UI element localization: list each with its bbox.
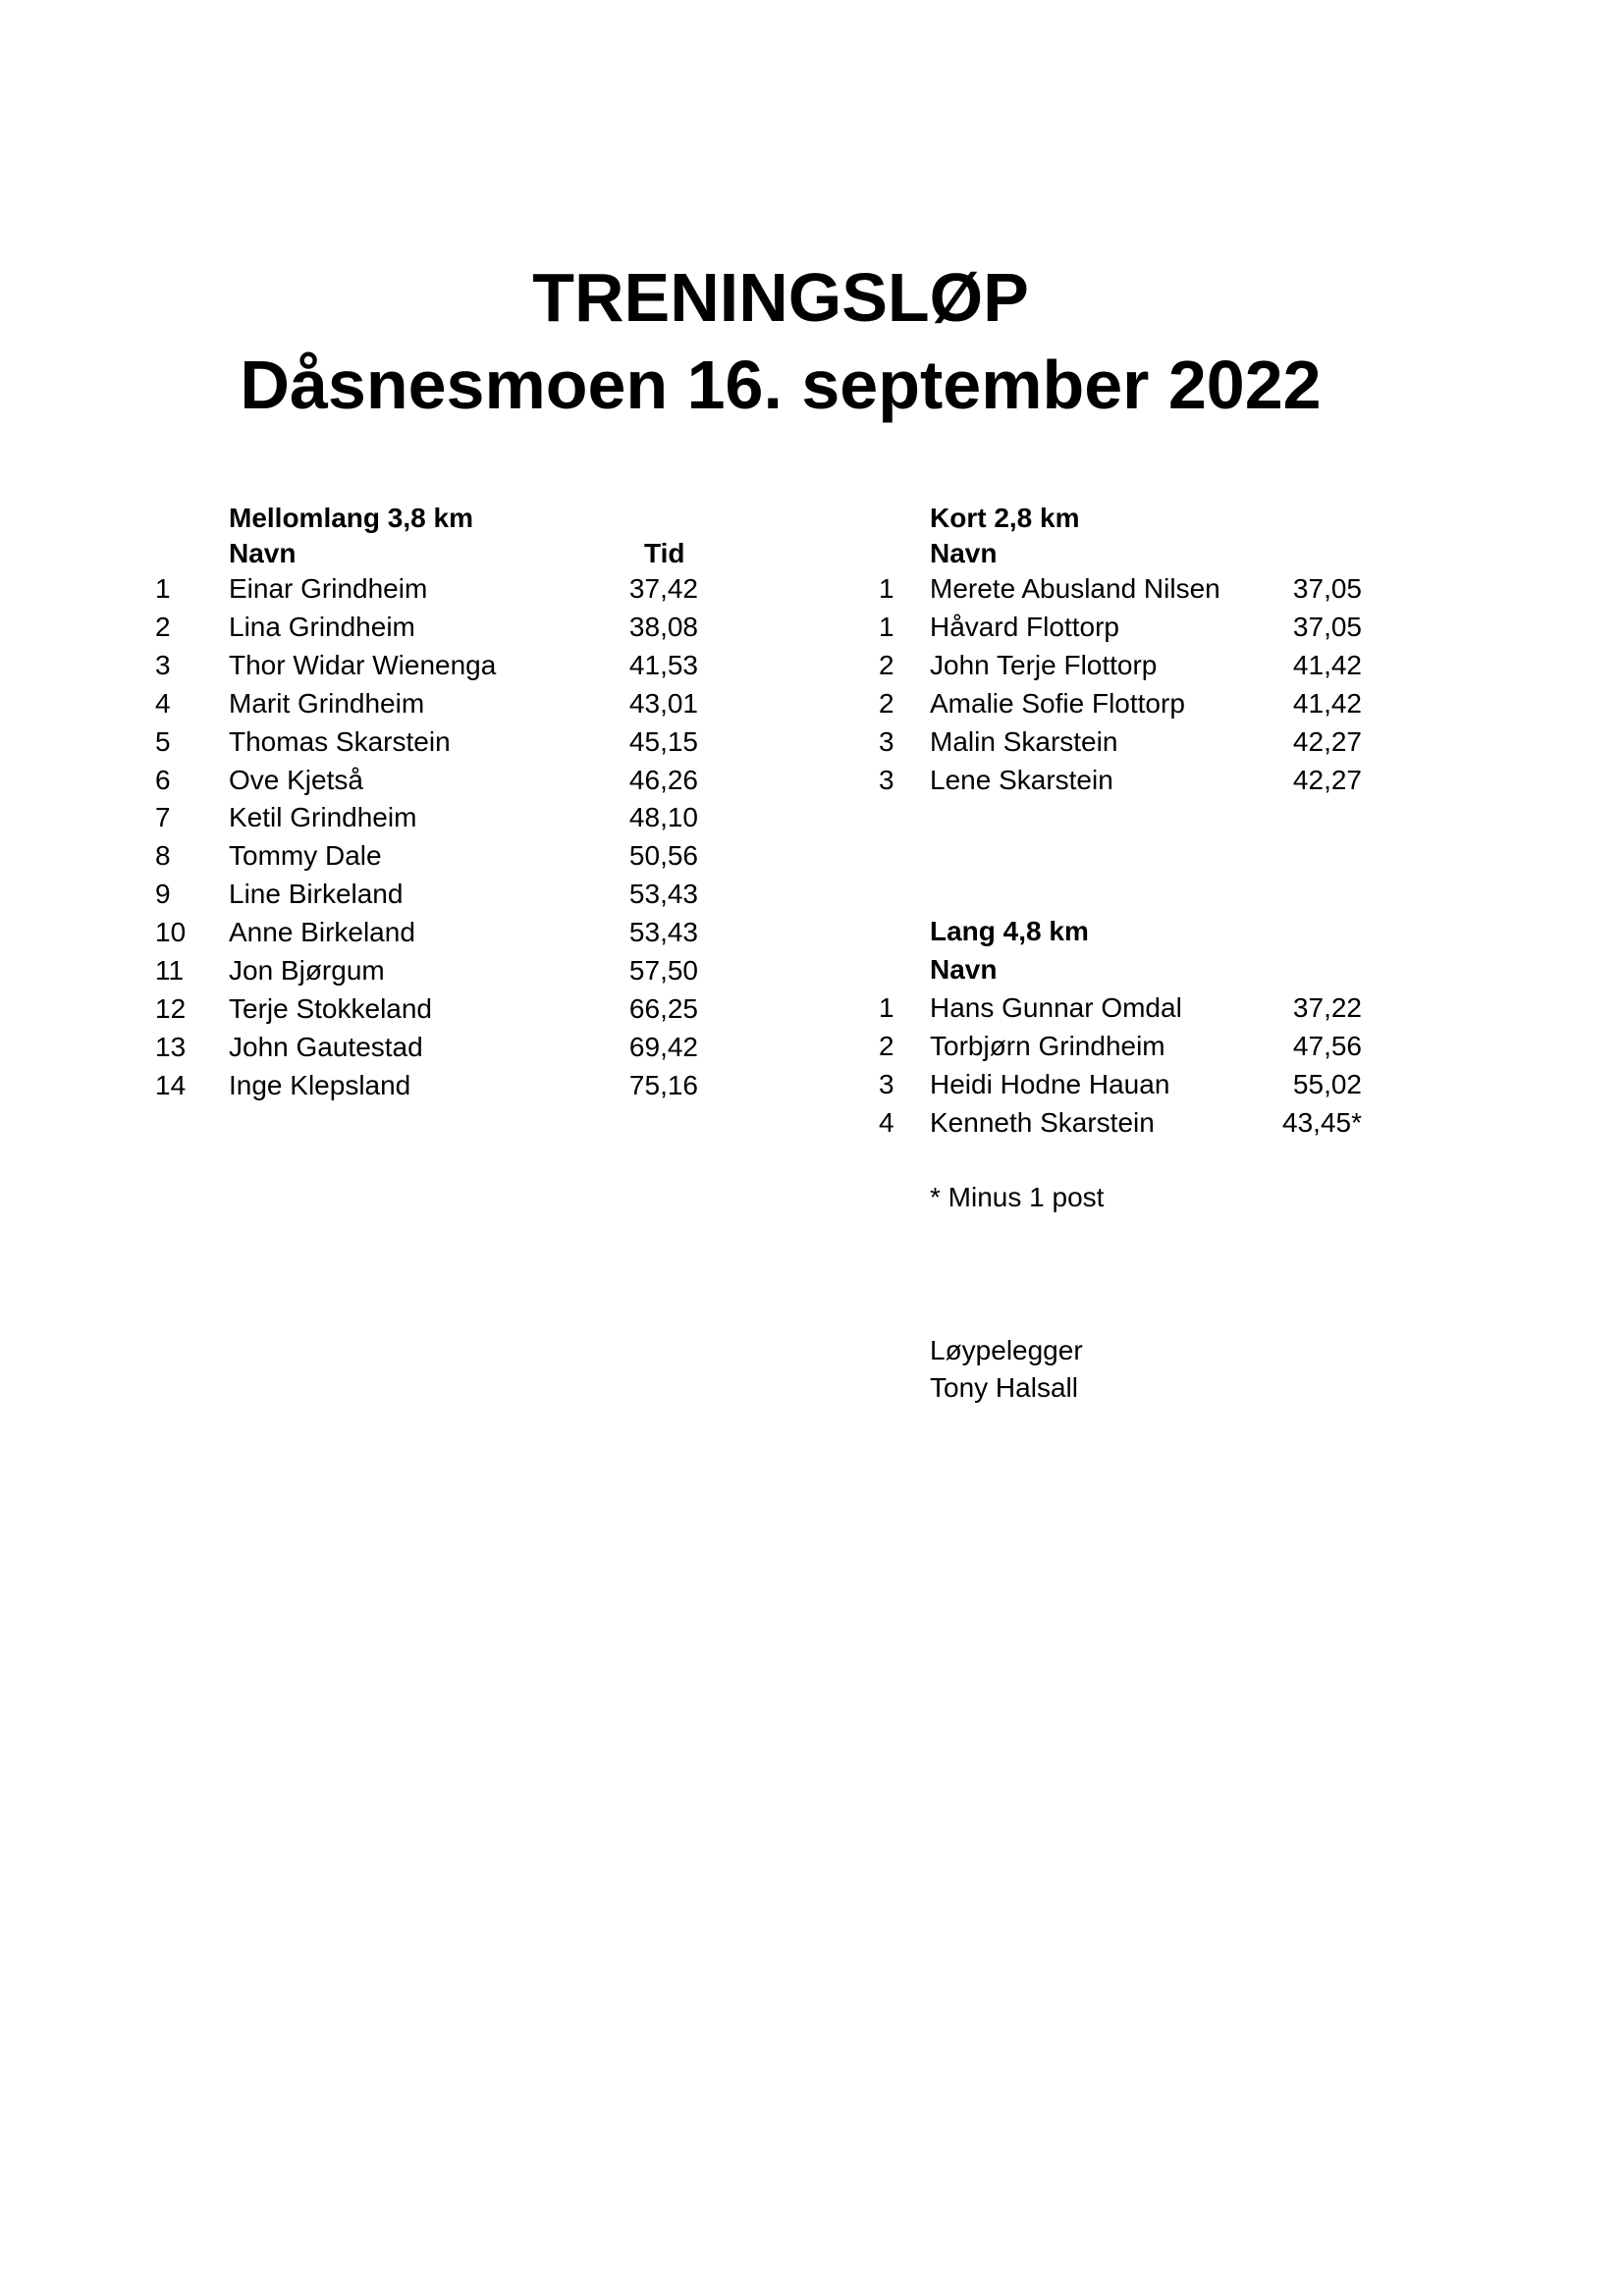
rank-cell: 13: [155, 1031, 187, 1062]
name-cell: Ove Kjetså: [229, 764, 363, 795]
time-cell: 37,22: [1292, 992, 1362, 1023]
course-setter-label: Løypelegger: [930, 1335, 1083, 1365]
time-cell: 43,01: [628, 687, 698, 719]
course-setter-name: Tony Halsall: [930, 1372, 1078, 1403]
mellomlang-name-header: Navn: [229, 538, 297, 568]
time-cell: 42,27: [1292, 764, 1362, 795]
time-cell: 41,42: [1292, 687, 1362, 719]
name-cell: Hans Gunnar Omdal: [930, 992, 1182, 1023]
time-cell: 57,50: [628, 955, 698, 986]
name-cell: Lina Grindheim: [229, 611, 415, 642]
rank-cell: 6: [155, 764, 171, 795]
time-cell: 48,10: [628, 802, 698, 833]
rank-cell: 14: [155, 1069, 187, 1100]
name-cell: Line Birkeland: [229, 879, 404, 910]
name-cell: Inge Klepsland: [229, 1069, 411, 1100]
name-cell: Terje Stokkeland: [229, 992, 433, 1024]
name-cell: Thor Widar Wienenga: [229, 649, 497, 680]
rank-cell: 12: [155, 992, 187, 1024]
time-cell: 37,05: [1292, 611, 1362, 642]
footnote: * Minus 1 post: [930, 1182, 1105, 1212]
lang-name-header: Navn: [930, 954, 998, 985]
rank-cell: 7: [155, 802, 171, 833]
name-cell: Torbjørn Grindheim: [930, 1030, 1165, 1061]
rank-cell: 4: [155, 687, 171, 719]
name-cell: Ketil Grindheim: [229, 802, 417, 833]
time-cell: 43,45*: [1282, 1106, 1362, 1138]
rank-cell: 5: [155, 725, 171, 757]
lang-heading: Lang 4,8 km: [930, 916, 1089, 946]
page-subtitle: Dåsnesmoen 16. september 2022: [240, 347, 1322, 423]
time-cell: 37,05: [1292, 573, 1362, 604]
time-cell: 53,43: [628, 917, 698, 948]
name-cell: Einar Grindheim: [229, 573, 428, 604]
rank-cell: 11: [155, 955, 185, 986]
rank-cell: 1: [155, 573, 171, 604]
time-cell: 46,26: [628, 764, 698, 795]
time-cell: 41,42: [1292, 649, 1362, 680]
kort-heading: Kort 2,8 km: [930, 503, 1080, 533]
name-cell: Merete Abusland Nilsen: [930, 573, 1220, 604]
rank-cell: 1: [879, 611, 894, 642]
name-cell: Heidi Hodne Hauan: [930, 1068, 1170, 1099]
rank-cell: 1: [879, 573, 894, 604]
time-cell: 45,15: [628, 725, 698, 757]
name-cell: Anne Birkeland: [229, 917, 415, 948]
rank-cell: 1: [879, 992, 894, 1023]
time-cell: 38,08: [628, 611, 698, 642]
time-cell: 42,27: [1292, 725, 1362, 757]
time-cell: 69,42: [628, 1031, 698, 1062]
kort-name-header: Navn: [930, 538, 998, 568]
name-cell: John Gautestad: [229, 1031, 423, 1062]
mellomlang-heading: Mellomlang 3,8 km: [229, 503, 473, 533]
time-cell: 41,53: [628, 649, 698, 680]
name-cell: Håvard Flottorp: [930, 611, 1119, 642]
name-cell: Jon Bjørgum: [229, 955, 385, 986]
time-cell: 66,25: [628, 992, 698, 1024]
time-cell: 50,56: [628, 840, 698, 872]
page-title: TRENINGSLØP: [532, 259, 1029, 336]
rank-cell: 2: [879, 1030, 894, 1061]
name-cell: Kenneth Skarstein: [930, 1106, 1155, 1138]
rank-cell: 2: [879, 649, 894, 680]
rank-cell: 9: [155, 879, 171, 910]
rank-cell: 3: [155, 649, 171, 680]
name-cell: Lene Skarstein: [930, 764, 1113, 795]
rank-cell: 3: [879, 725, 894, 757]
rank-cell: 10: [155, 917, 187, 948]
rank-cell: 3: [879, 1068, 894, 1099]
name-cell: John Terje Flottorp: [930, 649, 1158, 680]
time-cell: 75,16: [628, 1069, 698, 1100]
name-cell: Malin Skarstein: [930, 725, 1118, 757]
rank-cell: 2: [879, 687, 894, 719]
name-cell: Amalie Sofie Flottorp: [930, 687, 1185, 719]
name-cell: Thomas Skarstein: [229, 725, 451, 757]
rank-cell: 4: [879, 1106, 894, 1138]
time-cell: 55,02: [1292, 1068, 1362, 1099]
name-cell: Marit Grindheim: [229, 687, 425, 719]
rank-cell: 2: [155, 611, 171, 642]
time-cell: 37,42: [628, 573, 698, 604]
rank-cell: 8: [155, 840, 171, 872]
name-cell: Tommy Dale: [229, 840, 382, 872]
mellomlang-time-header: Tid: [644, 538, 685, 568]
time-cell: 53,43: [628, 879, 698, 910]
time-cell: 47,56: [1292, 1030, 1362, 1061]
rank-cell: 3: [879, 764, 894, 795]
